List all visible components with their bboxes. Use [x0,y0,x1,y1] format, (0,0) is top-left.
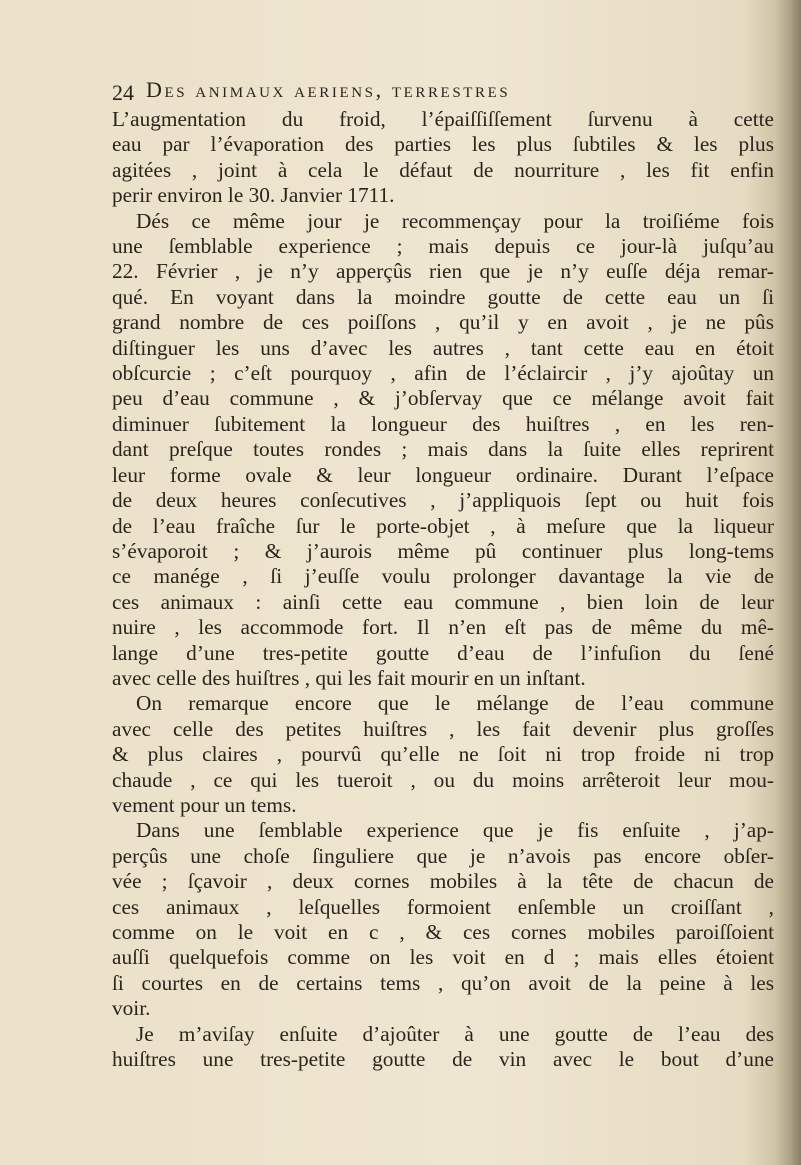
text-line: dant preſque toutes rondes ; mais dans la ſuite elles reprirent [112,437,774,462]
text-line: comme on le voit en c , & ces cornes mobiles paroiſſoient [112,920,774,944]
text-line: avec celle des huiſtres , qui les fait mourir en un inſtant. [112,665,586,690]
paragraph [112,107,774,209]
text-line: leur forme ovale & leur longueur ordinaire. Durant l’eſpace [112,462,774,487]
paragraph [112,818,774,1021]
text-line: 22. Février , je n’y apperçûs rien que je n’y euſſe déja remar- [112,259,774,284]
text-line: qué. En voyant dans la moindre goutte de cette eau un ſi [112,284,774,309]
text-line: obſcurcie ; c’eſt pourquoy , afin de l’éclaircir , j’y ajoûtay un [112,361,774,386]
text-line: de l’eau fraîche ſur le porte-objet , à meſure que la liqueur [112,513,774,538]
page-edge-shadow [775,0,801,1165]
text-line: perçûs une choſe ſinguliere que je n’avois pas encore obſer- [112,843,774,868]
text-line: Dés ce même jour je recommençay pour la troiſiéme fois [136,208,774,233]
text-line: peu d’eau commune , & j’obſervay que ce mélange avoit fait [112,386,774,411]
text-line: & plus claires , pourvû qu’elle ne ſoit ni trop froide ni trop [112,742,774,767]
text-line: vement pour un tems. [112,792,297,817]
paragraph [112,209,774,692]
text-line: une ſemblable experience ; mais depuis ce jour-là juſqu’au [112,234,774,259]
text-line: ſi courtes en de certains tems , qu’on avoit de la peine à les [112,970,774,995]
text-line: diminuer ſubitement la longueur des huiſtres , en les ren- [112,411,774,436]
text-line: voir. [112,996,151,1021]
text-line: auſſi quelquefois comme on les voit en d ; mais elles étoient [112,945,774,970]
text-line: lange d’une tres-petite goutte d’eau de l’infuſion du ſené [112,640,774,665]
page-number: 24 [112,80,134,105]
text-line: nuire , les accommode fort. Il n’en eſt pas de même du mê- [112,615,774,640]
page-header [112,77,772,107]
text-line: Dans une ſemblable experience que je fis enſuite , j’ap- [136,818,774,843]
running-title: Des animaux aeriens, terrestres [146,77,511,102]
text-line: diſtinguer les uns d’avec les autres , tant cette eau en étoit [112,335,774,360]
text-line: s’évaporoit ; & j’aurois même pû continuer plus long-tems [112,538,774,563]
text-line: vée ; ſçavoir , deux cornes mobiles à la tête de chacun de [112,869,774,894]
text-line: Je m’aviſay enſuite d’ajoûter à une goutte de l’eau des [136,1021,774,1046]
text-line: grand nombre de ces poiſſons , qu’il y en avoit , je ne pûs [112,310,774,335]
body-text [112,107,774,1072]
text-line: eau par l’évaporation des parties les plus ſubtiles & les plus [112,132,774,157]
text-line: L’augmentation du froid, l’épaiſſiſſement ſurvenu à cette [112,107,774,131]
text-line: avec celle des petites huiſtres , les fait devenir plus groſſes [112,716,774,741]
text-line: ce manége , ſi j’euſſe voulu prolonger davantage la vie de [112,564,774,589]
text-line: huiſtres une tres-petite goutte de vin avec le bout d’une [112,1047,774,1072]
text-line: On remarque encore que le mélange de l’eau commune [136,691,774,716]
text-line: chaude , ce qui les tueroit , ou du moins arrêteroit leur mou- [112,767,774,792]
paragraph [112,1022,774,1073]
text-line: de deux heures conſecutives , j’appliquois ſept ou huit fois [112,488,774,513]
text-line: agitées , joint à cela le défaut de nourriture , les fit enfin [112,157,774,182]
text-line: ces animaux : ainſi cette eau commune , bien loin de leur [112,589,774,614]
paragraph [112,691,774,818]
text-line: perir environ le 30. Janvier 1711. [112,183,395,208]
text-line: ces animaux , leſquelles formoient enſemble un croiſſant , [112,894,774,919]
